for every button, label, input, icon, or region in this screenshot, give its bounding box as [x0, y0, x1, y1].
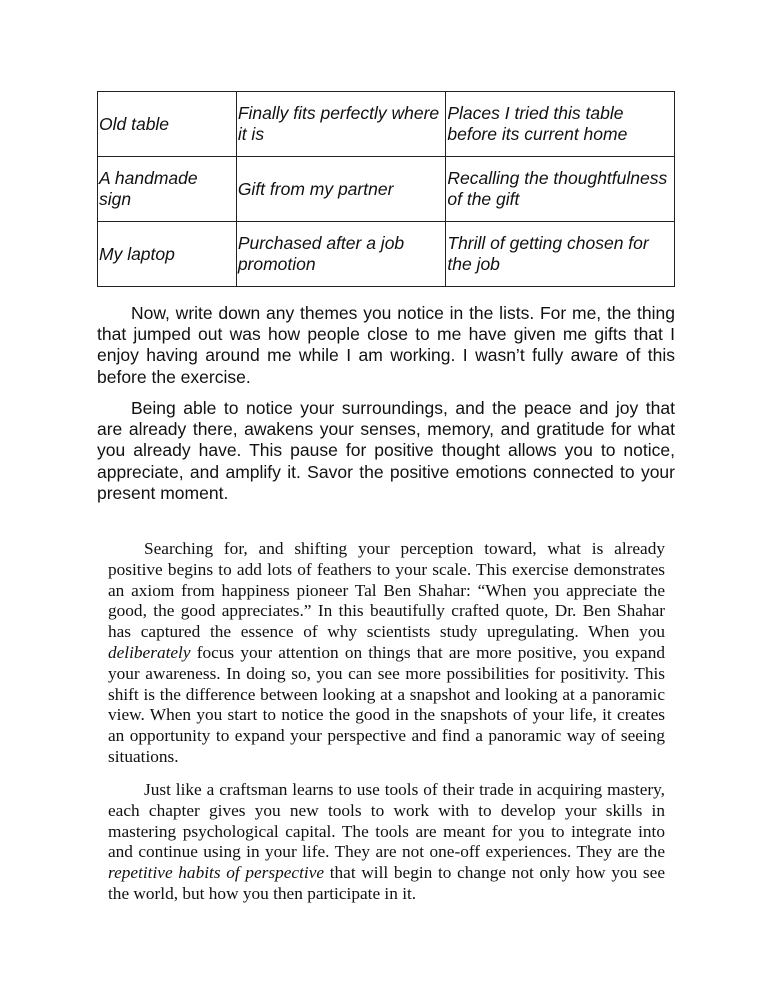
table-cell-memory: Thrill of getting chosen for the job	[446, 222, 675, 287]
paragraph-text: Just like a craftsman learns to use tools of their trade in acquiring mastery, each chapter gives you new tools to work with to develop your skills in mastering psychological capital. The tools are meant for you to integrate into and continue using in your life. They are not one-off experiences. They are the	[108, 780, 665, 862]
sans-paragraph-1-block	[97, 303, 675, 388]
table-cell-item: A handmade sign	[98, 157, 237, 222]
table-row	[98, 157, 675, 222]
serif-paragraph-1-block	[108, 539, 665, 768]
emphasis-text: deliberately	[108, 642, 191, 662]
body-paragraph	[108, 780, 665, 905]
table-cell-origin: Finally fits perfectly where it is	[236, 92, 446, 157]
items-table	[97, 91, 675, 287]
table-cell-memory: Places I tried this table before its current home	[446, 92, 675, 157]
body-paragraph: Being able to notice your surroundings, and the peace and joy that are already there, awakens your senses, memory, and gratitude for what you already have. This pause for positive thought allows you to notice, appreciate, and amplify it. Savor the positive emotions connected to your present moment.	[97, 398, 675, 503]
table-cell-memory: Recalling the thoughtfulness of the gift	[446, 157, 675, 222]
paragraph-text: focus your attention on things that are more positive, you expand your awareness. In doing so, you can see more possibilities for positivity. This shift is the difference between looking at a snapshot and looking at a panoramic view. When you start to notice the good in the snapshots of your life, it creates an opportunity to expand your perspective and find a panoramic way of seeing situations.	[108, 642, 665, 766]
paragraph-text: Searching for, and shifting your perception toward, what is already positive begins to add lots of feathers to your scale. This exercise demonstrates an axiom from happiness pioneer Tal Ben Shahar: “When you appreciate the good, the good appreciates.” In this beautifully crafted quote, Dr. Ben Shahar has captured the essence of why scientists study upregulating. When you	[108, 539, 665, 642]
table-row	[98, 222, 675, 287]
sans-paragraph-2-block	[97, 398, 675, 504]
table-cell-origin: Purchased after a job promotion	[236, 222, 446, 287]
table-row	[98, 92, 675, 157]
table-cell-item: Old table	[98, 92, 237, 157]
body-paragraph: Now, write down any themes you notice in the lists. For me, the thing that jumped out was how people close to me have given me gifts that I enjoy having around me while I am working. I wasn’t fully aware of this before the exercise.	[97, 303, 675, 387]
paragraph-text: that will begin to change not only how you see the world, but how you then participate in it.	[108, 863, 665, 903]
body-paragraph	[108, 539, 665, 768]
table-cell-item: My laptop	[98, 222, 237, 287]
table-cell-origin: Gift from my partner	[236, 157, 446, 222]
emphasis-text: repetitive habits of perspective	[108, 863, 325, 883]
serif-paragraph-2-block	[108, 780, 665, 905]
